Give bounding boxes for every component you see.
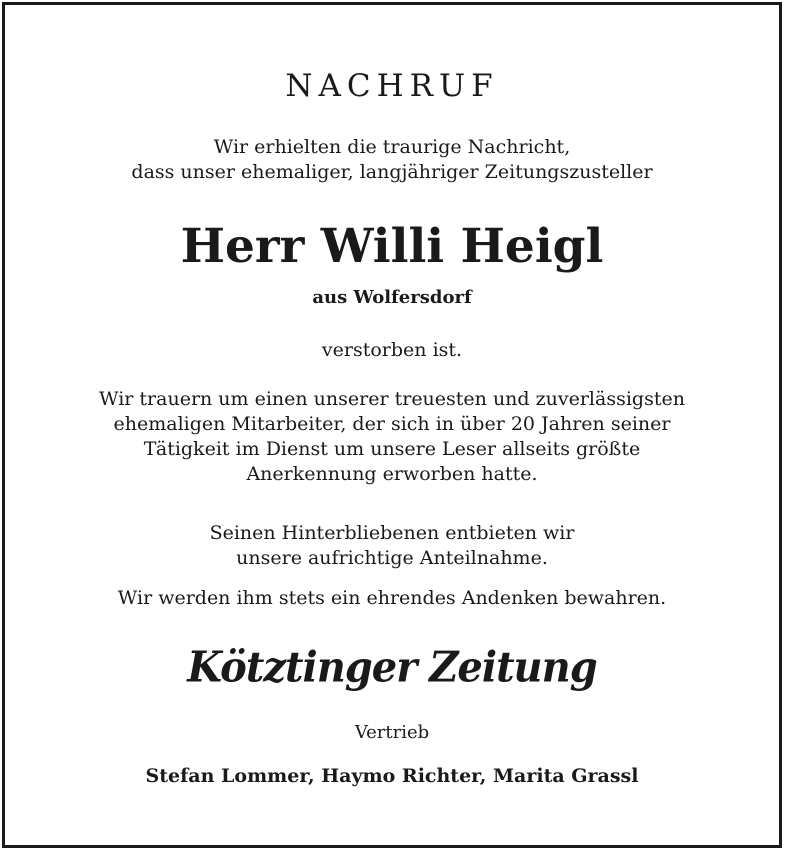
intro-line-2: dass unser ehemaliger, langjähriger Zeitungszusteller <box>131 161 653 183</box>
tribute-paragraph <box>49 387 735 487</box>
memory-text: Wir werden ihm stets ein ehrendes Andenken bewahren. <box>117 587 667 609</box>
deceased-origin: aus Wolfersdorf <box>312 287 472 308</box>
notice-heading: NACHRUF <box>285 68 499 104</box>
deceased-name: Herr Willi Heigl <box>180 219 604 274</box>
sympathy-line-2: unsere aufrichtige Anteilnahme. <box>236 547 548 569</box>
tribute-line-4: Anerkennung erworben hatte. <box>246 463 538 485</box>
newspaper-logo: Kötztinger Zeitung <box>187 642 597 693</box>
tribute-line-3: Tätigkeit im Dienst um unsere Leser allseits größte <box>143 438 641 460</box>
sympathy-line-1: Seinen Hinterbliebenen entbieten wir <box>209 522 575 544</box>
died-text: verstorben ist. <box>321 339 463 361</box>
signatories: Stefan Lommer, Haymo Richter, Marita Grassl <box>145 765 639 787</box>
sympathy-text <box>5 521 779 571</box>
intro-text <box>5 135 779 185</box>
tribute-line-1: Wir trauern um einen unserer treuesten und zuverlässigsten <box>99 388 685 410</box>
intro-line-1: Wir erhielten die traurige Nachricht, <box>213 136 571 158</box>
tribute-line-2: ehemaligen Mitarbeiter, der sich in über 20 Jahren seiner <box>113 413 671 435</box>
obituary-notice <box>2 2 782 848</box>
department-label: Vertrieb <box>354 722 430 743</box>
